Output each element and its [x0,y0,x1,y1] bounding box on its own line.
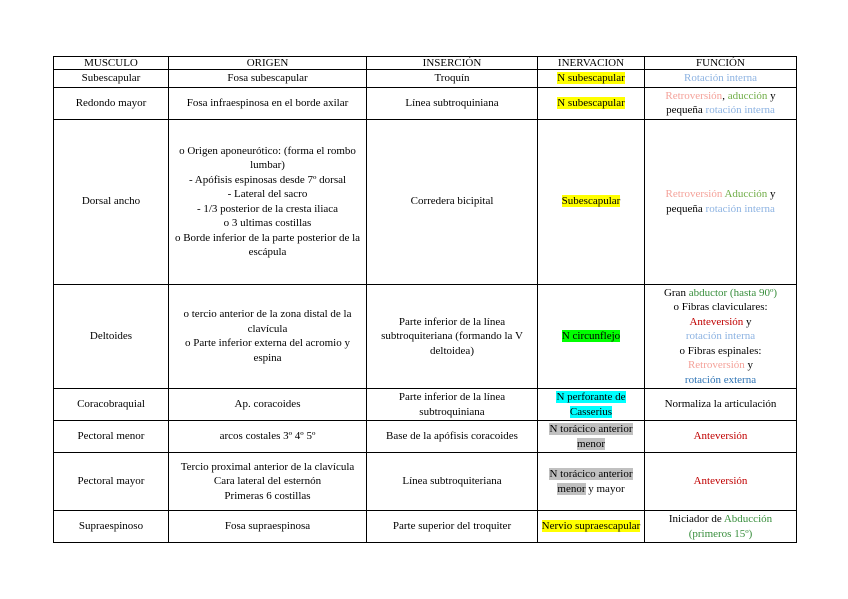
funcion-aduccion: Aducción [724,188,768,200]
musculo-cell: Coracobraquial [54,389,169,421]
inervacion-text: N torácico anterior menor [549,423,633,450]
inervacion-cell [538,511,645,543]
funcion-rotacion-interna: rotación interna [685,330,756,342]
table-row [54,389,797,421]
funcion-fibras-claviculares: o Fibras claviculares: [673,301,768,313]
funcion-y: y [770,89,776,102]
list-item: o 3 ultimas costillas [223,217,312,229]
inervacion-cell [538,119,645,284]
musculo-cell: Pectoral menor [54,421,169,453]
origen-cell: arcos costales 3º 4º 5º [169,421,367,453]
inervacion-text: N subescapular [557,72,625,84]
funcion-retroversion: Retroversión [665,188,723,200]
origen-cell [169,119,367,284]
funcion-anteversion: Anteversión [693,430,748,443]
funcion-gran: Gran [663,286,686,299]
funcion-cell: Normaliza la articulación [645,389,797,421]
insercion-cell: Parte inferior de la línea subtroquiteriana (formando la V deltoidea) [367,284,538,389]
funcion-y: y [747,359,754,371]
musculo-cell: Subescapular [54,70,169,88]
muscle-table [53,56,797,543]
origen-list [172,307,363,365]
funcion-cell [645,119,797,284]
funcion-rotacion-externa: rotación externa [684,373,757,386]
funcion-pequena: pequeña [666,104,703,116]
list-item: - Lateral del sacro [227,188,308,200]
funcion-iniciador: Iniciador de [668,513,722,525]
origen-cell: Ap. coracoides [169,389,367,421]
header-musculo: MUSCULO [54,57,169,70]
funcion-cell [645,87,797,119]
funcion-text: Rotación interna [683,72,757,84]
musculo-cell: Supraespinoso [54,511,169,543]
origen-list [172,144,363,260]
insercion-cell: Parte inferior de la línea subtroquiniana [367,389,538,421]
funcion-anteversion: Anteversión [693,475,748,488]
insercion-cell: Base de la apófisis coracoides [367,421,538,453]
inervacion-text: Subescapular [561,195,621,208]
origen-cell [169,284,367,389]
header-insercion: INSERCIÓN [367,57,538,70]
header-row [54,57,797,70]
funcion-cell [645,421,797,453]
funcion-cell [645,284,797,389]
inervacion-cell [538,284,645,389]
list-item: o tercio anterior de la zona distal de la clavícula [183,308,352,335]
funcion-retroversion: Retroversión [665,89,723,102]
inervacion-cell [538,421,645,453]
origen-cell: Fosa supraespinosa [169,511,367,543]
inervacion-cell [538,389,645,421]
funcion-abductor: abductor (hasta 90º) [688,286,778,299]
funcion-pequena: pequeña [666,202,703,215]
insercion-cell: Troquín [367,70,538,88]
insercion-cell: Línea subtroquiniana [367,87,538,119]
musculo-cell: Redondo mayor [54,87,169,119]
inervacion-cell [538,87,645,119]
list-item: o Borde inferior de la parte posterior de la escápula [174,231,361,258]
origen-cell: Fosa infraespinosa en el borde axilar [169,87,367,119]
list-item: o Origen aponeurótico: (forma el rombo lumbar) [179,144,356,171]
funcion-y: y [770,188,776,200]
origen-line: Tercio proximal anterior de la clavícula [180,460,355,473]
list-item: o Parte inferior externa del acromio y espina [185,337,350,364]
funcion-comma: , [722,89,725,102]
inervacion-text: N circunflejo [561,330,621,342]
funcion-rotacion-interna: rotación interna [705,104,775,116]
inervacion-cell [538,70,645,88]
funcion-aduccion: aducción [727,89,768,102]
funcion-retroversion: Retroversión [687,359,745,371]
header-funcion: FUNCIÓN [645,57,797,70]
origen-cell: Fosa subescapular [169,70,367,88]
table-row [54,421,797,453]
musculo-cell: Deltoides [54,284,169,389]
funcion-primeros: (primeros 15º) [688,527,753,540]
list-item: - 1/3 posterior de la cresta iliaca [196,202,339,215]
funcion-cell [645,511,797,543]
header-origen: ORIGEN [169,57,367,70]
inervacion-extra: y mayor [588,482,625,495]
funcion-cell [645,70,797,88]
funcion-anteversion: Anteversión [689,315,744,328]
musculo-cell: Pectoral mayor [54,453,169,511]
table-row [54,70,797,88]
header-inervacion: INERVACION [538,57,645,70]
insercion-cell: Corredera bicipital [367,119,538,284]
table-row [54,453,797,511]
table-row [54,119,797,284]
table-row [54,87,797,119]
origen-line: Primeras 6 costillas [224,489,311,502]
list-item: - Apófisis espinosas desde 7º dorsal [188,173,347,186]
inervacion-text: Nervio supraescapular [541,520,641,533]
origen-line: Cara lateral del esternón [213,475,322,488]
inervacion-cell [538,453,645,511]
insercion-cell: Línea subtroquiteriana [367,453,538,511]
funcion-y: y [746,315,752,328]
funcion-cell [645,453,797,511]
funcion-rotacion-interna: rotación interna [705,202,775,215]
inervacion-text: N perforante de Casserius [556,391,626,418]
insercion-cell: Parte superior del troquiter [367,511,538,543]
funcion-fibras-espinales: o Fibras espinales: [679,344,762,357]
table-row [54,511,797,543]
inervacion-text: N torácico anterior menor [549,468,633,495]
musculo-cell: Dorsal ancho [54,119,169,284]
inervacion-text: N subescapular [557,96,625,109]
funcion-abduccion: Abducción [723,513,773,525]
table-row [54,284,797,389]
origen-cell [169,453,367,511]
